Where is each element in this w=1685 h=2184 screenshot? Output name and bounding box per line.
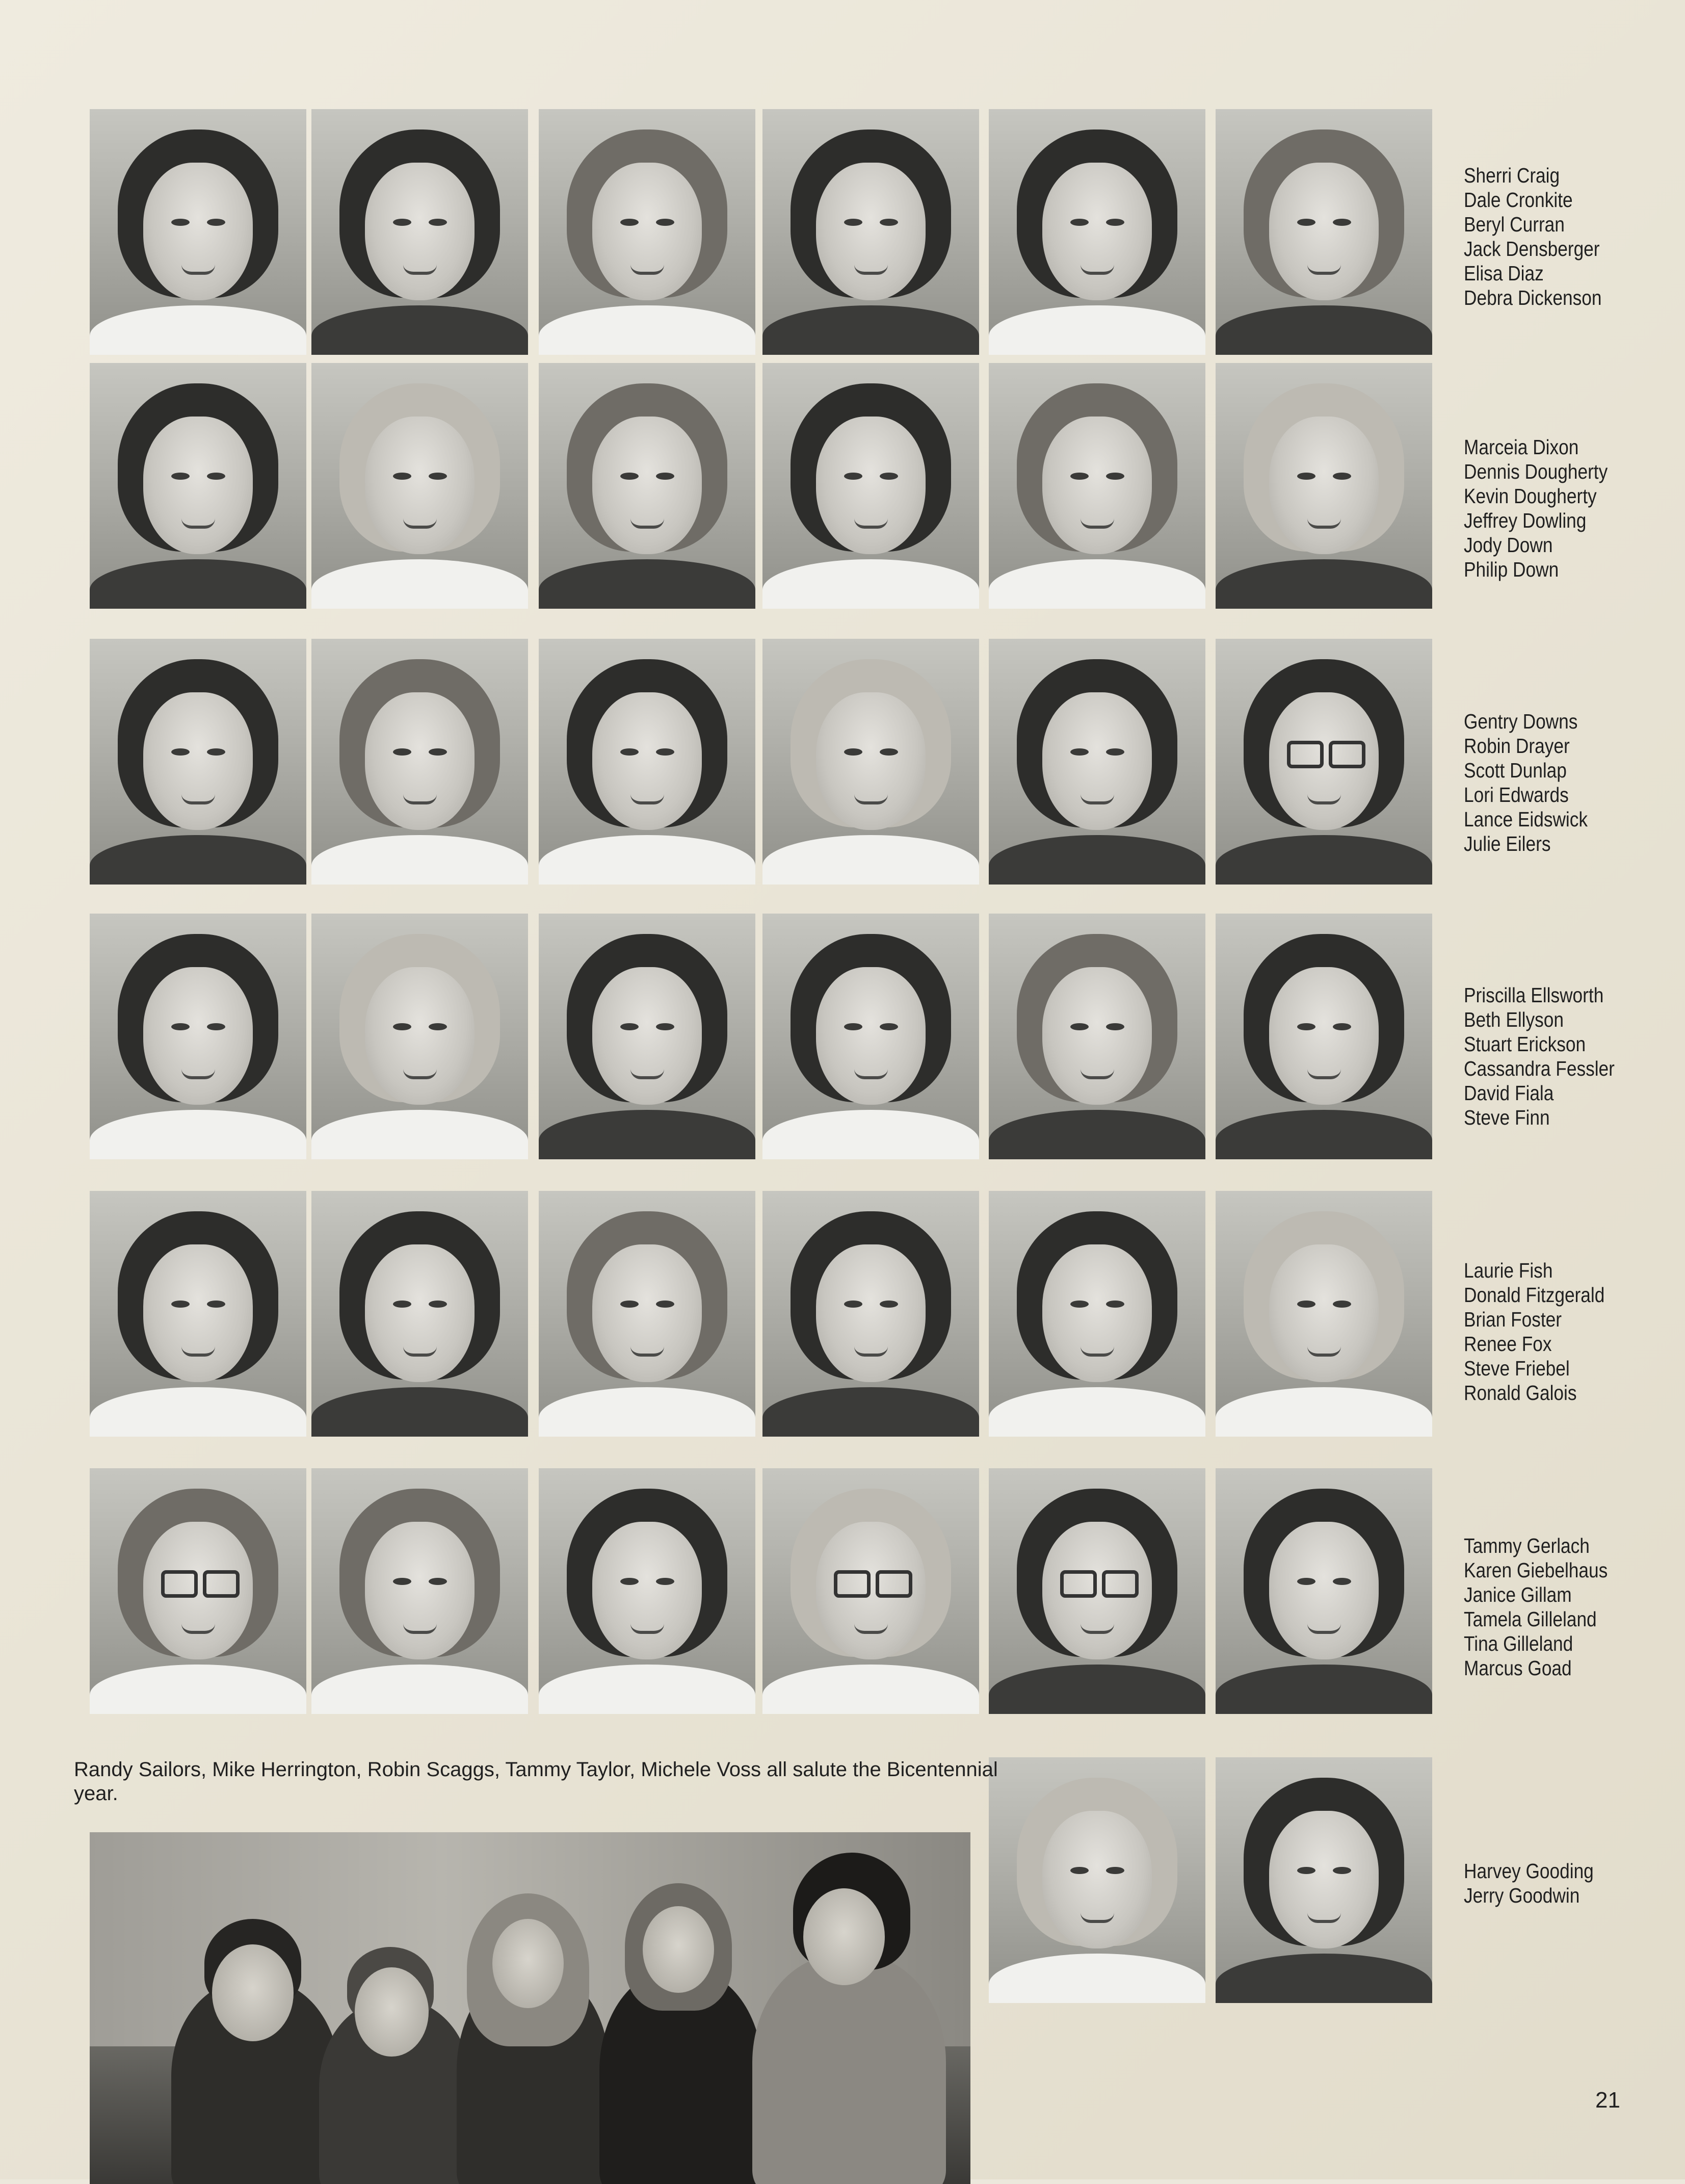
student-photo — [90, 1191, 306, 1437]
name-list — [1464, 163, 1648, 310]
student-photo — [762, 1468, 979, 1714]
student-photo — [989, 109, 1205, 355]
student-photo — [311, 363, 528, 609]
name-list — [1464, 709, 1648, 856]
student-name: Tina Gilleland — [1464, 1632, 1573, 1655]
student-name: Lori Edwards — [1464, 783, 1569, 807]
student-name: Julie Eilers — [1464, 832, 1551, 855]
student-name: Jack Densberger — [1464, 237, 1600, 261]
student-photo — [1216, 363, 1432, 609]
student-name: Brian Foster — [1464, 1308, 1562, 1331]
student-name: Cassandra Fessler — [1464, 1057, 1615, 1080]
student-photo — [539, 914, 755, 1159]
photo-caption: Randy Sailors, Mike Herrington, Robin Scaggs, Tammy Taylor, Michele Voss all salute the Bicentennial year. — [74, 1758, 998, 1805]
student-name: Kevin Dougherty — [1464, 484, 1597, 508]
student-name: Marcus Goad — [1464, 1656, 1572, 1680]
student-name: Gentry Downs — [1464, 710, 1578, 733]
student-photo — [989, 1757, 1205, 2003]
student-name: Elisa Diaz — [1464, 262, 1544, 285]
student-name: Renee Fox — [1464, 1332, 1552, 1356]
student-name: Stuart Erickson — [1464, 1032, 1586, 1056]
student-name: Karen Giebelhaus — [1464, 1558, 1608, 1582]
student-photo — [311, 639, 528, 885]
student-name: Debra Dickenson — [1464, 286, 1602, 309]
student-name: Tamela Gilleland — [1464, 1607, 1597, 1631]
student-photo — [539, 109, 755, 355]
student-photo — [989, 914, 1205, 1159]
student-photo — [1216, 1191, 1432, 1437]
name-list — [1464, 983, 1648, 1130]
page-number: 21 — [1595, 2088, 1620, 2113]
student-photo — [989, 639, 1205, 885]
student-name: Philip Down — [1464, 558, 1559, 581]
student-name: Priscilla Ellsworth — [1464, 983, 1604, 1007]
student-name: Janice Gillam — [1464, 1583, 1572, 1606]
student-photo — [762, 639, 979, 885]
student-name: Harvey Gooding — [1464, 1859, 1594, 1883]
student-photo — [90, 639, 306, 885]
student-name: Lance Eidswick — [1464, 808, 1588, 831]
name-list — [1464, 1533, 1648, 1680]
student-name: Marceia Dixon — [1464, 435, 1579, 459]
student-photo — [539, 1468, 755, 1714]
student-photo — [1216, 914, 1432, 1159]
student-name: Sherri Craig — [1464, 164, 1560, 187]
student-name: Dennis Dougherty — [1464, 460, 1608, 483]
student-name: Jerry Goodwin — [1464, 1884, 1580, 1907]
student-name: Jody Down — [1464, 533, 1553, 557]
student-photo — [989, 1191, 1205, 1437]
student-photo — [311, 914, 528, 1159]
student-photo — [1216, 109, 1432, 355]
student-photo — [539, 639, 755, 885]
student-name: Donald Fitzgerald — [1464, 1283, 1605, 1307]
student-name: Scott Dunlap — [1464, 759, 1567, 782]
student-name: David Fiala — [1464, 1081, 1554, 1105]
student-photo — [989, 1468, 1205, 1714]
name-list — [1464, 1258, 1648, 1405]
student-photo — [1216, 639, 1432, 885]
student-name: Laurie Fish — [1464, 1259, 1553, 1282]
student-name: Dale Cronkite — [1464, 188, 1573, 212]
student-name: Beth Ellyson — [1464, 1008, 1564, 1031]
student-photo — [539, 363, 755, 609]
student-photo — [90, 109, 306, 355]
student-photo — [539, 1191, 755, 1437]
student-photo — [311, 1191, 528, 1437]
student-name: Beryl Curran — [1464, 213, 1565, 236]
student-photo — [90, 914, 306, 1159]
student-photo — [1216, 1468, 1432, 1714]
group-photo — [90, 1832, 970, 2184]
name-list — [1464, 1859, 1648, 1908]
student-photo — [989, 363, 1205, 609]
student-photo — [1216, 1757, 1432, 2003]
student-photo — [762, 1191, 979, 1437]
student-photo — [762, 109, 979, 355]
student-photo — [311, 109, 528, 355]
student-name: Steve Finn — [1464, 1106, 1550, 1129]
student-photo — [762, 363, 979, 609]
student-name: Ronald Galois — [1464, 1381, 1577, 1405]
student-name: Robin Drayer — [1464, 734, 1570, 758]
student-photo — [762, 914, 979, 1159]
name-list — [1464, 435, 1648, 582]
student-name: Tammy Gerlach — [1464, 1534, 1590, 1557]
student-photo — [90, 363, 306, 609]
student-name: Steve Friebel — [1464, 1357, 1570, 1380]
student-name: Jeffrey Dowling — [1464, 509, 1587, 532]
student-photo — [90, 1468, 306, 1714]
student-photo — [311, 1468, 528, 1714]
